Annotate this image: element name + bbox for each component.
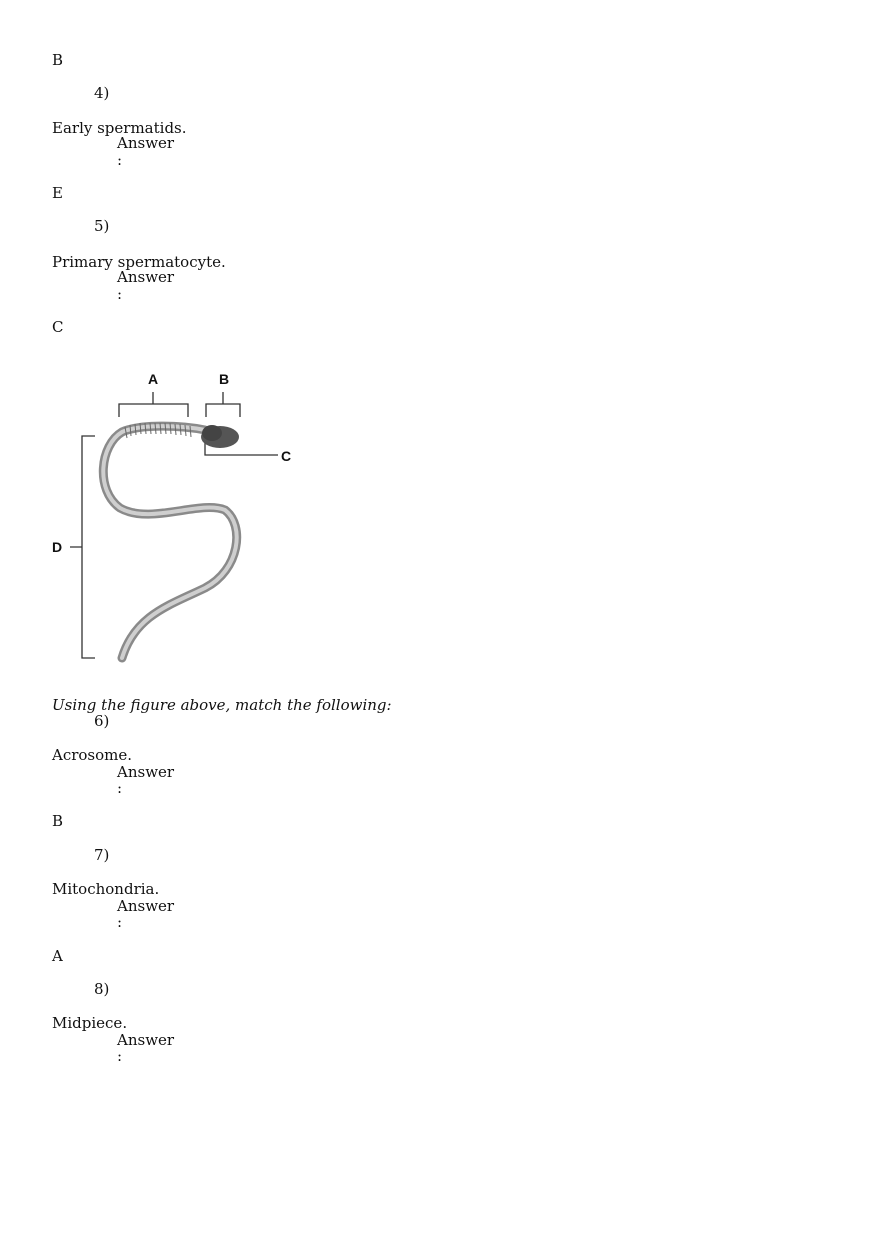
acrosome <box>202 425 222 441</box>
label-b: B <box>219 371 230 387</box>
instruction-text: Using the figure above, match the following: <box>52 696 392 714</box>
question-prompt: Mitochondria. <box>52 880 160 898</box>
label-c: C <box>281 448 292 464</box>
answer-colon: : <box>117 151 123 169</box>
answer-value: B <box>52 51 64 69</box>
answer-colon: : <box>117 1047 123 1065</box>
question-prompt: Primary spermatocyte. <box>52 253 226 271</box>
answer-label: Answer <box>117 268 175 286</box>
answer-label: Answer <box>117 1031 175 1049</box>
question-number: 7) <box>94 846 110 864</box>
question-number: 6) <box>94 712 110 730</box>
question-prompt: Midpiece. <box>52 1014 128 1032</box>
answer-label: Answer <box>117 763 175 781</box>
question-number: 4) <box>94 84 110 102</box>
answer-value: B <box>52 812 64 830</box>
label-d: D <box>52 539 63 555</box>
sperm-tail <box>103 426 236 658</box>
bracket-d <box>70 436 95 658</box>
answer-value: E <box>52 184 63 202</box>
answer-colon: : <box>117 285 123 303</box>
question-prompt: Acrosome. <box>52 746 133 764</box>
label-a: A <box>148 371 159 387</box>
answer-value: C <box>52 318 64 336</box>
answer-colon: : <box>117 779 123 797</box>
answer-label: Answer <box>117 134 175 152</box>
answer-label: Answer <box>117 897 175 915</box>
sperm-tail-highlight <box>103 426 236 658</box>
question-number: 8) <box>94 980 110 998</box>
bracket-b <box>206 392 240 417</box>
answer-value: A <box>52 947 63 965</box>
question-number: 5) <box>94 217 110 235</box>
answer-colon: : <box>117 913 123 931</box>
bracket-a <box>119 392 188 417</box>
question-prompt: Early spermatids. <box>52 119 187 137</box>
